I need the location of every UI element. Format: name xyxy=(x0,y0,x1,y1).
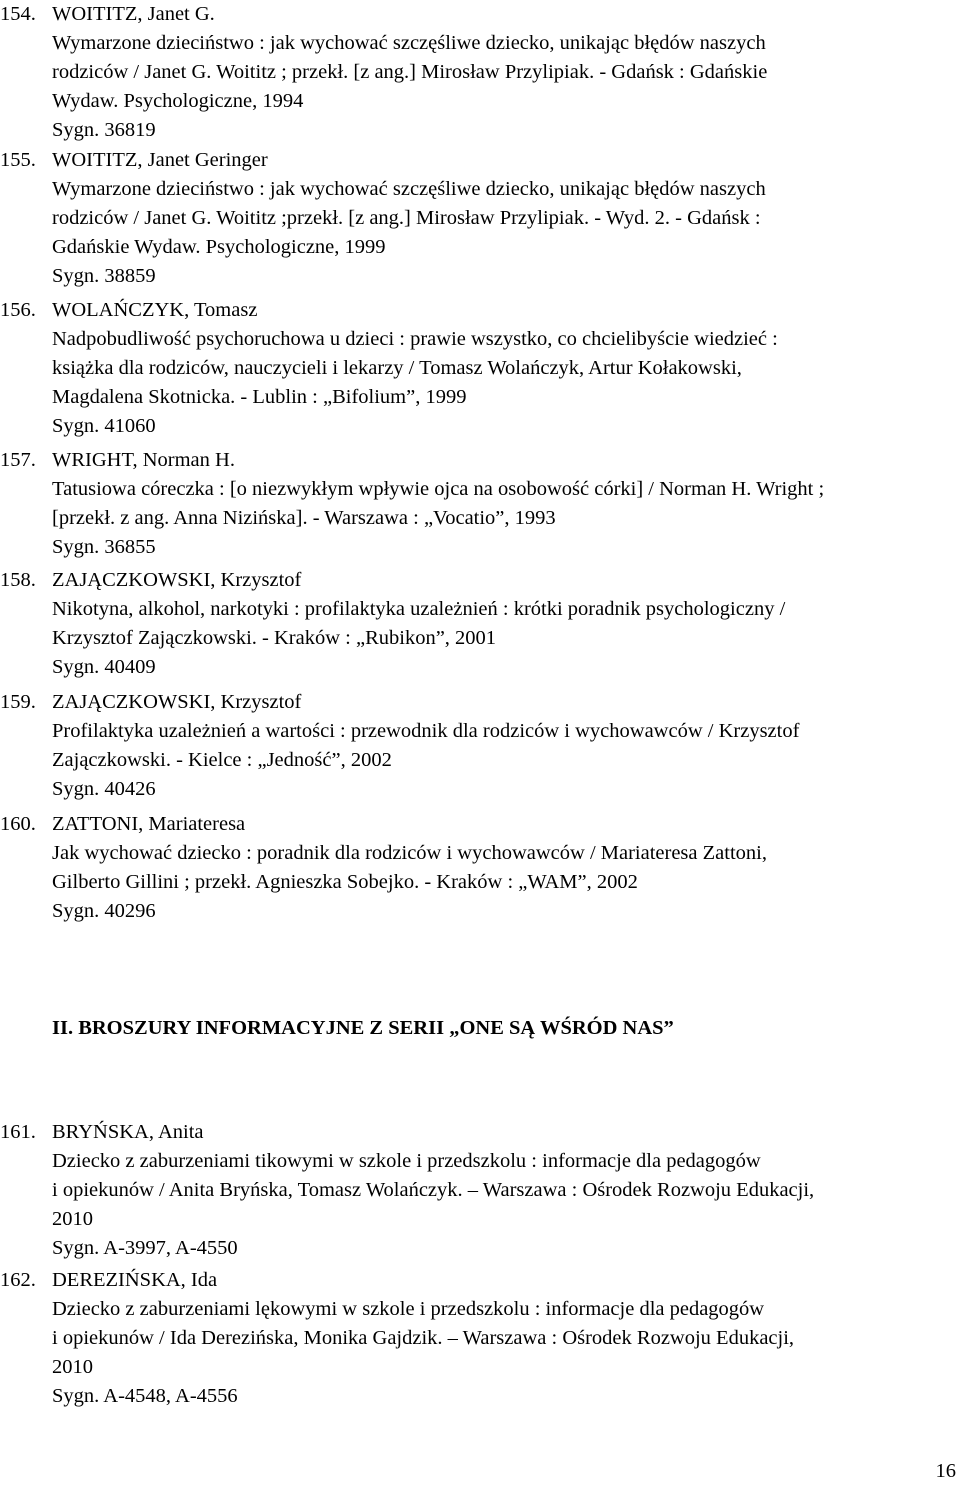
entry-text xyxy=(52,446,952,562)
entry-number: 162. xyxy=(0,1269,36,1291)
entry-line: Nadpobudliwość psychoruchowa u dzieci : prawie wszystko, co chcielibyście wiedzieć : xyxy=(52,328,778,350)
entry-line: Wymarzone dzieciństwo : jak wychować szczęśliwe dziecko, unikając błędów naszych xyxy=(52,32,766,54)
entry-line: Sygn. 38859 xyxy=(52,265,156,287)
entry-author: DEREZIŃSKA, Ida xyxy=(52,1269,218,1291)
entry-text xyxy=(52,688,952,804)
entry-line: Gilberto Gillini ; przekł. Agnieszka Sobejko. - Kraków : „WAM”, 2002 xyxy=(52,871,638,893)
entry-line: Sygn. 40409 xyxy=(52,656,156,678)
entry-author: WOITITZ, Janet G. xyxy=(52,3,215,25)
entry-author: WOLAŃCZYK, Tomasz xyxy=(52,299,258,321)
entry-text xyxy=(52,0,952,145)
entry-author: BRYŃSKA, Anita xyxy=(52,1121,204,1143)
entry-line: 2010 xyxy=(52,1208,93,1230)
section-heading: II. BROSZURY INFORMACYJNE Z SERII „ONE SĄ WŚRÓD NAS” xyxy=(52,1017,674,1039)
entry-line: Sygn. A-3997, A-4550 xyxy=(52,1237,238,1259)
entry-line: Sygn. 40426 xyxy=(52,778,156,800)
entry-number: 158. xyxy=(0,569,36,591)
entry-text xyxy=(52,566,952,682)
entry-text xyxy=(52,1118,952,1263)
entry-number: 156. xyxy=(0,299,36,321)
entry-text xyxy=(52,1266,952,1411)
entry-number: 155. xyxy=(0,149,36,171)
entry-line: Dziecko z zaburzeniami lękowymi w szkole i przedszkolu : informacje dla pedagogów xyxy=(52,1298,765,1320)
entry-author: ZAJĄCZKOWSKI, Krzysztof xyxy=(52,691,302,713)
entry-number: 157. xyxy=(0,449,36,471)
entry-line: Gdańskie Wydaw. Psychologiczne, 1999 xyxy=(52,236,386,258)
entry-number: 159. xyxy=(0,691,36,713)
entry-author: ZATTONI, Mariateresa xyxy=(52,813,246,835)
entry-line: i opiekunów / Anita Bryńska, Tomasz Wolańczyk. – Warszawa : Ośrodek Rozwoju Edukacji, xyxy=(52,1179,815,1201)
entry-line: Jak wychować dziecko : poradnik dla rodziców i wychowawców / Mariateresa Zattoni, xyxy=(52,842,767,864)
entry-line: i opiekunów / Ida Derezińska, Monika Gajdzik. – Warszawa : Ośrodek Rozwoju Edukacji, xyxy=(52,1327,795,1349)
entry-line: Zajączkowski. - Kielce : „Jedność”, 2002 xyxy=(52,749,392,771)
entry-line: Sygn. 40296 xyxy=(52,900,156,922)
entry-line: książka dla rodziców, nauczycieli i lekarzy / Tomasz Wolańczyk, Artur Kołakowski, xyxy=(52,357,742,379)
entry-number: 160. xyxy=(0,813,36,835)
entry-line: Krzysztof Zajączkowski. - Kraków : „Rubikon”, 2001 xyxy=(52,627,497,649)
entry-text xyxy=(52,810,952,926)
entry-line: Wydaw. Psychologiczne, 1994 xyxy=(52,90,304,112)
entry-line: Nikotyna, alkohol, narkotyki : profilaktyka uzależnień : krótki poradnik psychologiczny / xyxy=(52,598,786,620)
entry-author: WRIGHT, Norman H. xyxy=(52,449,235,471)
entry-number: 154. xyxy=(0,3,36,25)
entry-author: WOITITZ, Janet Geringer xyxy=(52,149,268,171)
entry-number: 161. xyxy=(0,1121,36,1143)
entry-line: Profilaktyka uzależnień a wartości : przewodnik dla rodziców i wychowawców / Krzysztof xyxy=(52,720,800,742)
entry-line: Dziecko z zaburzeniami tikowymi w szkole i przedszkolu : informacje dla pedagogów xyxy=(52,1150,761,1172)
entry-line: rodziców / Janet G. Woititz ; przekł. [z ang.] Mirosław Przylipiak. - Gdańsk : Gdańskie xyxy=(52,61,768,83)
entry-line: Wymarzone dzieciństwo : jak wychować szczęśliwe dziecko, unikając błędów naszych xyxy=(52,178,766,200)
entry-line: [przekł. z ang. Anna Nizińska]. - Warszawa : „Vocatio”, 1993 xyxy=(52,507,556,529)
entry-line: 2010 xyxy=(52,1356,93,1378)
entry-text xyxy=(52,296,952,441)
page-number: 16 xyxy=(935,1460,956,1482)
entry-author: ZAJĄCZKOWSKI, Krzysztof xyxy=(52,569,302,591)
entry-line: Sygn. 36855 xyxy=(52,536,156,558)
entry-text xyxy=(52,146,952,291)
entry-line: Magdalena Skotnicka. - Lublin : „Bifolium”, 1999 xyxy=(52,386,467,408)
entry-line: Sygn. 41060 xyxy=(52,415,156,437)
entry-line: Tatusiowa córeczka : [o niezwykłym wpływie ojca na osobowość córki] / Norman H. Wright ; xyxy=(52,478,825,500)
entry-line: Sygn. 36819 xyxy=(52,119,156,141)
entry-line: rodziców / Janet G. Woititz ;przekł. [z ang.] Mirosław Przylipiak. - Wyd. 2. - Gdańsk : xyxy=(52,207,761,229)
entry-line: Sygn. A-4548, A-4556 xyxy=(52,1385,238,1407)
